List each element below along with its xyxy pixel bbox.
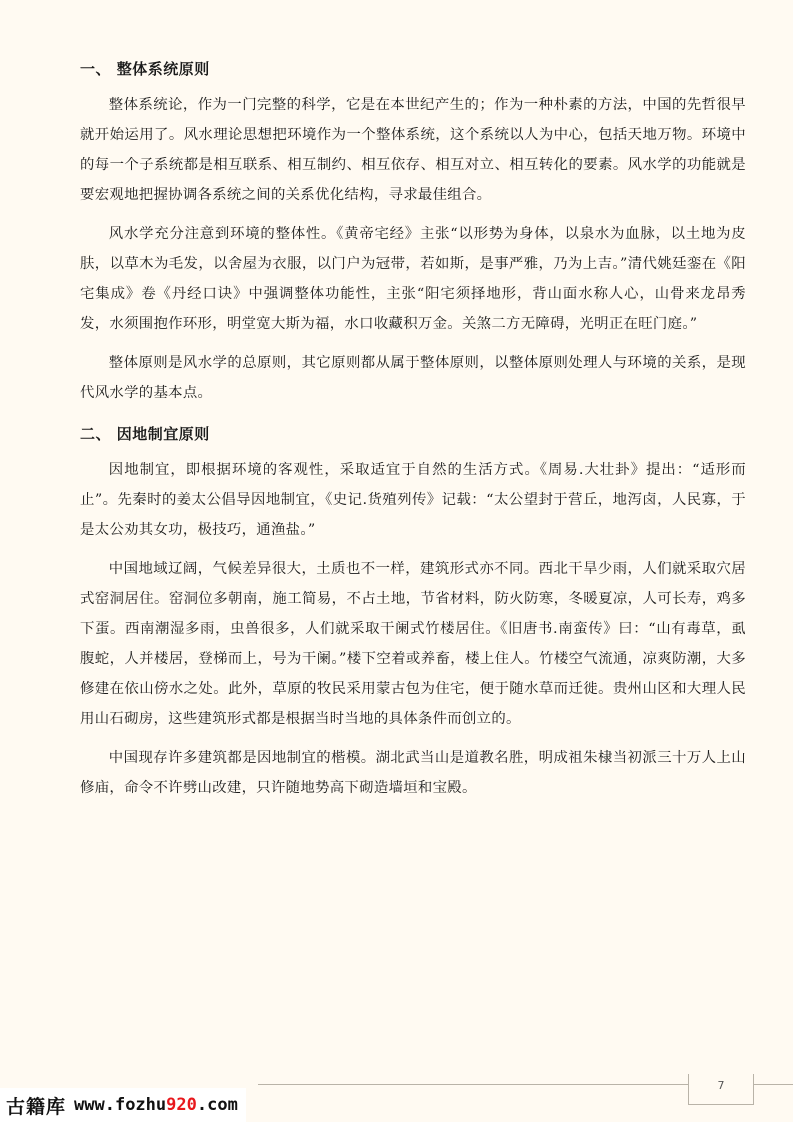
section-holistic-principle <box>80 54 746 408</box>
paragraph: 因地制宜，即根据环境的客观性，采取适宜于自然的生活方式。《周易.大壮卦》提出：“适形而止”。先秦时的姜太公倡导因地制宜，《史记.货殖列传》记载：“太公望封于营丘，地泻卤，人民寡，于是太公劝其女功，极技巧，通渔盐。” <box>80 462 746 538</box>
paragraph: 中国地域辽阔，气候差异很大，土质也不一样，建筑形式亦不同。西北干旱少雨，人们就采取穴居式窑洞居住。窑洞位多朝南，施工简易，不占土地，节省材料，防火防寒，冬暖夏凉，人可长寿，鸡多下蛋。西南潮湿多雨，虫兽很多，人们就采取干阑式竹楼居住。《旧唐书.南蛮传》曰：“山有毒草，虱腹蛇，人并楼居，登梯而上，号为干阑。”楼下空着或养畜，楼上住人。竹楼空气流通，凉爽防潮，大多修建在依山傍水之处。此外，草原的牧民采用蒙古包为住宅，便于随水草而迁徙。贵州山区和大理人民用山石砌房，这些建筑形式都是根据当时当地的具体条件而创立的。 <box>80 561 746 727</box>
watermark-url-prefix: www.fozhu <box>74 1095 167 1115</box>
paragraph: 整体系统论，作为一门完整的科学，它是在本世纪产生的；作为一种朴素的方法，中国的先哲很早就开始运用了。风水理论思想把环境作为一个整体系统，这个系统以人为中心，包括天地万物。环境中的每一个子系统都是相互联系、相互制约、相互依存、相互对立、相互转化的要素。风水学的功能就是要宏观地把握协调各系统之间的关系优化结构，寻求最佳组合。 <box>80 97 746 203</box>
page-number-tab <box>688 1074 754 1105</box>
page-footer <box>0 1074 793 1122</box>
section-local-adaptation-principle <box>80 419 746 803</box>
page-number: 7 <box>717 1079 725 1092</box>
paragraph: 风水学充分注意到环境的整体性。《黄帝宅经》主张“以形势为身体，以泉水为血脉，以土地为皮肤，以草木为毛发，以舍屋为衣服，以门户为冠带，若如斯，是事严雅，乃为上吉。”清代姚廷銮在《阳宅集成》卷《丹经口诀》中强调整体功能性，主张“阳宅须择地形，背山面水称人心，山骨来龙昂秀发，水须围抱作环形，明堂宽大斯为福，水口收藏积万金。关煞二方无障碍，光明正在旺门庭。” <box>80 226 746 332</box>
section-heading: 一、 整体系统原则 <box>80 60 210 78</box>
paragraph: 中国现存许多建筑都是因地制宜的楷模。湖北武当山是道教名胜，明成祖朱棣当初派三十万人上山修庙，命令不许劈山改建，只许随地势高下砌造墙垣和宝殿。 <box>80 750 746 796</box>
watermark-url-suffix: .com <box>196 1095 238 1115</box>
watermark-url-number: 920 <box>166 1095 197 1115</box>
site-watermark <box>0 1088 246 1122</box>
watermark-url <box>74 1095 238 1115</box>
document-body <box>80 54 746 812</box>
watermark-brand: 古籍库 <box>6 1095 67 1118</box>
section-heading: 二、 因地制宜原则 <box>80 425 210 443</box>
paragraph: 整体原则是风水学的总原则，其它原则都从属于整体原则，以整体原则处理人与环境的关系，是现代风水学的基本点。 <box>80 355 746 401</box>
